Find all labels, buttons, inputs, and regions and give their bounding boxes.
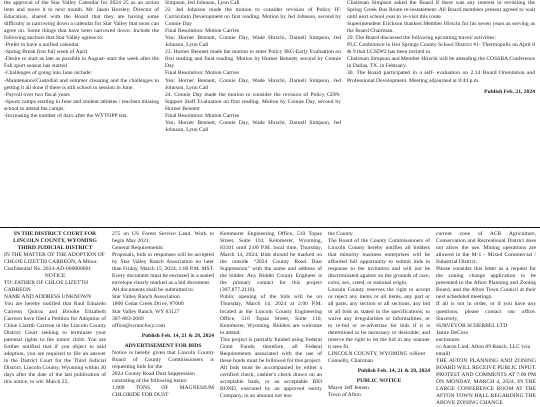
paragraph: the County. (328, 231, 354, 237)
paragraph: Yea: Horner Bennett, Connie Day, Wade Hirschi, Darnell Simpson, Jed Johnson, Lynn Call (165, 119, 341, 133)
paragraph: 24. Connie Day made the motion to consider the revision of Policy GDN- Support Staff Evaluation on first reading. Motion by Connie Day, second by Horner Bennett (165, 91, 341, 112)
paragraph: 29. The Board discussed the following upcoming travel/ activities: (347, 35, 496, 42)
signoff: LINCOLN COUNTY, WYOMING /s/Kent Connelly, Chairman (328, 350, 426, 364)
paragraph: -Increasing the number of days after the WYTOPP test. (4, 112, 129, 119)
case-number: Confidential No. 2024-AD-000000001 (4, 266, 92, 273)
paragraph: Public opening of the bids will be on Thursday, March 14, 2024 at 2:00 P.M. located at the Lincoln County Engineering Office, 510 Topaz Street, Suite 110, Kemmerer, Wyoming. Bidders are welcome to attend. (220, 294, 322, 336)
paragraph: Lincoln County reserves the right to accept or reject any items or all items, any part or all parts, any section or all sections, any bid or all bids as stated in the specifications; to waive any irregularities or informalities, or to re-bid or re-advertise for bids if it is determined to be necessary or desirable; and reserve the right to let the bid in any manner it sees fit. (328, 287, 430, 350)
paragraph: Kemmerer Engineering Office, 510 Topaz Street, Suite 110, Kemmerer, Wyoming, 83101 until 2:00 P.M. local time, Thursday, March 14, 2024. Bids should be marked on the outside “2024 County Road Dust Suppression” with the name and address of the bidder. Any Bidder County Engineer is the primary contact for this project (307.877.2116). (220, 231, 322, 294)
paragraph: The Board of the County Commissioners of Lincoln County hereby notifies all bidders that minority business enterprises will be afforded full opportunity to submit bids in response to the invitation and will not be discriminated against on the grounds of race, color, sex, creed, or national origin. (328, 238, 430, 287)
paragraph: If all is not in order, or if you have any questions, please contact our office. Sincerely, (436, 301, 536, 322)
paragraph: -Prefer to have a unified calendar (4, 42, 79, 49)
paragraph: Yea: Horner Bennett, Connie Day, Wade Hirschi, Darnell Simpson, Jed Johnson, Lynn Call (165, 35, 341, 49)
paragraph: Chairman Simpson and Member Hirschi will be attending the COSSBA Conference in Dallas, TX. in February. (347, 56, 535, 70)
paragraph: 23. Horner Bennett made the motion to enter Policy IKG-Early Evaluation on first reading and final reading. Motion by Horner Bennett, second by Connie Day (165, 49, 341, 70)
paragraph: -Challenges of going into June include: (4, 70, 93, 77)
paragraph: -Sports camps starting in June and student athletes / teachers missing school to attend the camps. (4, 98, 159, 112)
paragraph: Final Resolution: Motion Carries (165, 112, 240, 119)
address-line: 1800 Cedar Creek Drive, #7000 (112, 301, 184, 308)
paragraph: General Requirements: (112, 245, 164, 252)
public-notice-heading: PUBLIC NOTICE (356, 377, 402, 384)
paragraph: 2024 County Road Dust Suppression (112, 370, 195, 377)
paragraph: the approval of the Star Valley Calendar for 2024 25 as an action item and move it to next month. Mr. Jason Horsley, Director of Education, shared with the Board that they are having some difficulty in narrowing down a calendar for Star Valley that most can agree on. Some things that have been narrowed down. Include the following anchors that Star Valley agrees to: (4, 0, 159, 42)
paragraph: current zone of ACR Agriculture, Conservation and Recreational District does not allow the use. Mining operations are allowed in the M-1 - Mixed Commercial / Industrial District. (436, 231, 536, 266)
paragraph: Mayor Jeff Jensen (328, 384, 369, 391)
notice-top-column-3 (347, 0, 535, 226)
paragraph: -Desire to start as late as possible in August- start the week after the Fall sport season has started (4, 56, 159, 70)
paragraph: 275 on US Forest Service Land. Work to begin May 2021. (112, 231, 214, 245)
paragraph: All bids must be accompanied by either a certified check, cashier's check drawn on an acceptable bank, or an acceptable BID BOND, executed by an approved surety Company, in an amount not less (220, 364, 322, 400)
paragraph: 1,800 TONS OF MAGNESIUM CHLORIDE FOR DUST (112, 384, 214, 399)
paragraph: consisting of the following items: (112, 377, 188, 384)
section-divider (0, 227, 540, 228)
notice-top-column-1 (4, 0, 159, 226)
kemmerer-bids-column (220, 231, 322, 400)
signature-line: SURVEYOR SCHERBEL LTD (436, 322, 508, 329)
notice-top-column-2 (165, 0, 341, 226)
address-line: Star Valley Ranch Association (112, 294, 180, 301)
court-notice-body: You are hereby notified that Raul Eduardo Carreon Quiroz and Brooke Elizabeth Carreon have filed a Petition for Adoption of Chloe Lizetth Carreon in the Lincoln County District Court seeking to terminate your parental rights to the minor child. You are further notified that if you object to said adoption, you are required to file an answer in the District Court for the Third Judicial District, Lincoln County, Wyoming within 30 days after the date of the last publication of this notice, to wit: March 22, (4, 301, 106, 385)
paragraph: Final Resolution: Motion Carries (165, 28, 240, 35)
paragraph: 30. The Board participated in a self- evaluation on 2.14 Board Orientation and Professional Development. Meeting adjourned at 8:44 p.m. (347, 70, 535, 84)
paragraph: Chairman Simpson asked the Board if there was any interest in revisiting the Spring Creek Bus Route re-instatement. All Board members present agreed to wait until next school year to re-visit this route. (347, 0, 535, 21)
publish-date: Publish Feb. 14, 21 & 28, 2024 (141, 332, 214, 339)
paragraph: All documents shall be submitted to: (112, 287, 195, 294)
publish-date: Publish Feb. 21, 2024 (484, 88, 535, 95)
phone-number: 307-883-2669 (112, 315, 144, 322)
paragraph: Please consider this letter as a request for the zoning change application to be presented to the Afton Planning and Zoning Board, and the Afton Town Council at their next scheduled meetings. (436, 266, 536, 301)
paragraph: Superintendent Erickson thanked Member Hirschi for his seven years as serving as the Board Chairman. (347, 21, 535, 35)
paragraph: PLC Conference in Hot Springs County School District #1- Thermopolis on April 8 & 9 that LCSD#2 has been invited to. (347, 42, 535, 56)
paragraph: Notice is hereby given that Lincoln County Board of County Commissioners is requesting bids for the (112, 349, 214, 370)
paragraph: -Payroll over two fiscal years (4, 91, 70, 98)
paragraph: Simpson, Jed Johnson, Lynn Call (165, 0, 240, 6)
signature-line: enclosures (436, 336, 460, 343)
publish-date: Publish Feb. 14, 21 & 28, 2024 (357, 367, 430, 374)
address-line: Star Valley Ranch, WY 83127 (112, 308, 180, 315)
afton-zoning-column (436, 231, 536, 407)
email-address: office@svranchwy.com (112, 322, 165, 329)
court-notice-column (4, 231, 106, 400)
signature-line: Jamie DeCora (436, 329, 468, 336)
paragraph: -Spring Break first full week of April (4, 49, 88, 56)
hearing-notice: THE AFTON PLANNING AND ZONING BOARD WILL RECEIVE PUBLIC INPUT. PROTEST AND COMMENTS AT 7:00 PM ON MONDAY, MARCH 4, 2024, IN THE LARGE CONFERENCE ROOM AT THE AFTON TOWN HALL REGARDING THE ABOVE ZONING CHANGE (436, 357, 536, 407)
address-unknown: NAME AND ADDRESS UNKNOWN (4, 294, 92, 301)
paragraph: Yea: Horner Bennett, Connie Day, Wade Hirschi, Darnell Simpson, Jed Johnson, Lynn Call (165, 77, 341, 91)
county-notice-column (328, 231, 430, 400)
paragraph: Town of Afton (328, 392, 361, 399)
court-heading: IN THE DISTRICT COURT FOR LINCOLN COUNTY, WYOMING THIRD JUDICIAL DISTRICT (13, 231, 97, 252)
ranch-bids-column (112, 231, 214, 400)
paragraph: This project is partially funded using Federal Grant Funds; therefore, all Federal Requirements associated with the use of these funds must be followed for this project. (220, 336, 322, 364)
addressee: TO: FATHER OF CHLOE LIZETTH CARREON (4, 280, 89, 294)
paragraph: -Maintenance/Custodial and summer cleaning and the challenges to getting it all done if there is still school in session in June. (4, 77, 159, 91)
paragraph: Final Resolution: Motion Carries (165, 70, 240, 77)
notice-label: NOTICE (44, 273, 66, 280)
case-matter: IN THE MATTER OF THE ADOPTION OF CHLOE LIZETTH CARREON, A Minor. (4, 252, 105, 266)
paragraph: cc:Aaron Lind, Afton 89 Ranch, LLC (via email) (436, 343, 531, 357)
paragraph: Proposals, bids or responses will be accepted by Star Valley Ranch Association no later than Friday, March 15, 2024, 1:00 P.M. MST. Every document must be enclosed in a sealed envelope clearly marked as a bid document. (112, 252, 214, 287)
paragraph: 22. Jed Johnson made the motion to consider revision of Policy IF: Curriculum Development on first reading. Motion by Jed Johnson, second by Connie Day (165, 7, 341, 28)
bids-heading: ADVERTISEMENT FOR BIDS (124, 342, 202, 349)
